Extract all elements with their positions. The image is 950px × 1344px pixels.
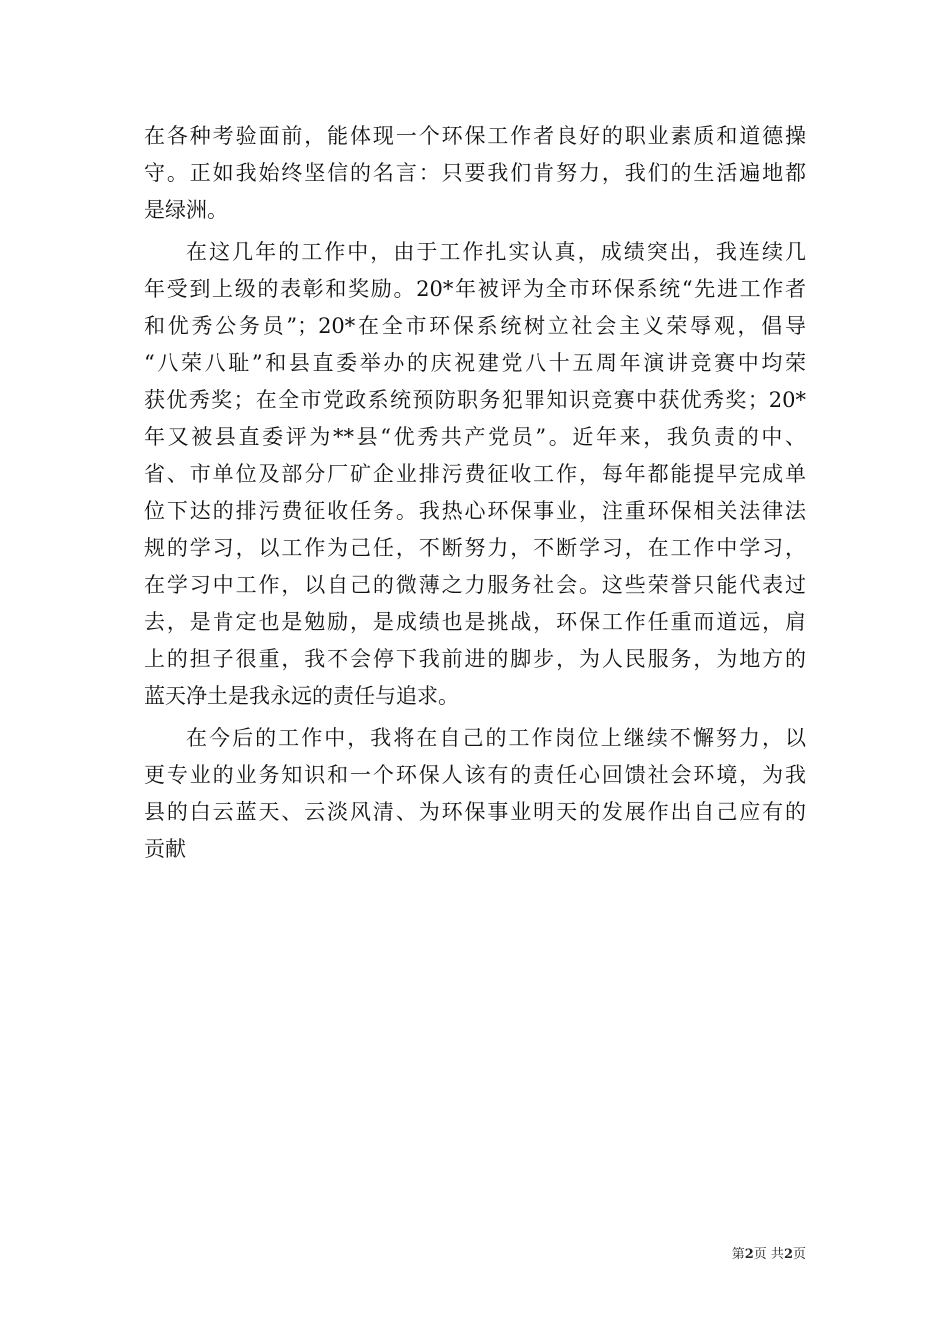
total-page-number: 2	[783, 1247, 793, 1262]
text-line: 年又被县直委评为**县“优秀共产党员”。近年来，我负责的中、	[144, 425, 806, 449]
footer-prefix: 第	[731, 1247, 745, 1262]
paragraph	[144, 234, 806, 715]
document-body	[144, 118, 806, 868]
text-line: 和优秀公务员”；20*在全市环保系统树立社会主义荣辱观，倡导	[144, 314, 806, 338]
text-line: 规的学习，以工作为己任，不断努力，不断学习，在工作中学习，	[144, 536, 806, 560]
text-line: 年受到上级的表彰和奖励。20*年被评为全市环保系统“先进工作者	[144, 277, 806, 301]
page-number-footer	[690, 1246, 806, 1264]
text-line: 省、市单位及部分厂矿企业排污费征收工作，每年都能提早完成单	[144, 462, 806, 486]
text-line: 贡献	[144, 837, 186, 861]
footer-middle: 页 共	[753, 1247, 784, 1262]
text-line: 是绿洲。	[144, 198, 228, 222]
text-line: 上的担子很重，我不会停下我前进的脚步，为人民服务，为地方的	[144, 647, 806, 671]
text-line: 去，是肯定也是勉励，是成绩也是挑战，环保工作任重而道远，肩	[144, 610, 806, 634]
text-line: 更专业的业务知识和一个环保人该有的责任心回馈社会环境，为我	[144, 763, 806, 787]
text-line: 位下达的排污费征收任务。我热心环保事业，注重环保相关法律法	[144, 499, 806, 523]
footer-suffix: 页	[792, 1247, 806, 1262]
text-line: 守。正如我始终坚信的名言：只要我们肯努力，我们的生活遍地都	[144, 161, 806, 185]
text-line: 蓝天净土是我永远的责任与追求。	[144, 684, 459, 708]
text-line: 在学习中工作，以自己的微薄之力服务社会。这些荣誉只能代表过	[144, 573, 806, 597]
text-line: 在这几年的工作中，由于工作扎实认真，成绩突出，我连续几	[186, 240, 806, 264]
paragraph	[144, 118, 806, 229]
text-line: 县的白云蓝天、云淡风清、为环保事业明天的发展作出自己应有的	[144, 800, 806, 824]
paragraph	[144, 720, 806, 868]
text-line: 获优秀奖；在全市党政系统预防职务犯罪知识竞赛中获优秀奖；20*	[144, 388, 806, 412]
text-line: 在今后的工作中，我将在自己的工作岗位上继续不懈努力，以	[186, 726, 806, 750]
text-line: 在各种考验面前，能体现一个环保工作者良好的职业素质和道德操	[144, 124, 806, 148]
current-page-number: 2	[744, 1247, 754, 1262]
text-line: “八荣八耻”和县直委举办的庆祝建党八十五周年演讲竞赛中均荣	[144, 351, 806, 375]
